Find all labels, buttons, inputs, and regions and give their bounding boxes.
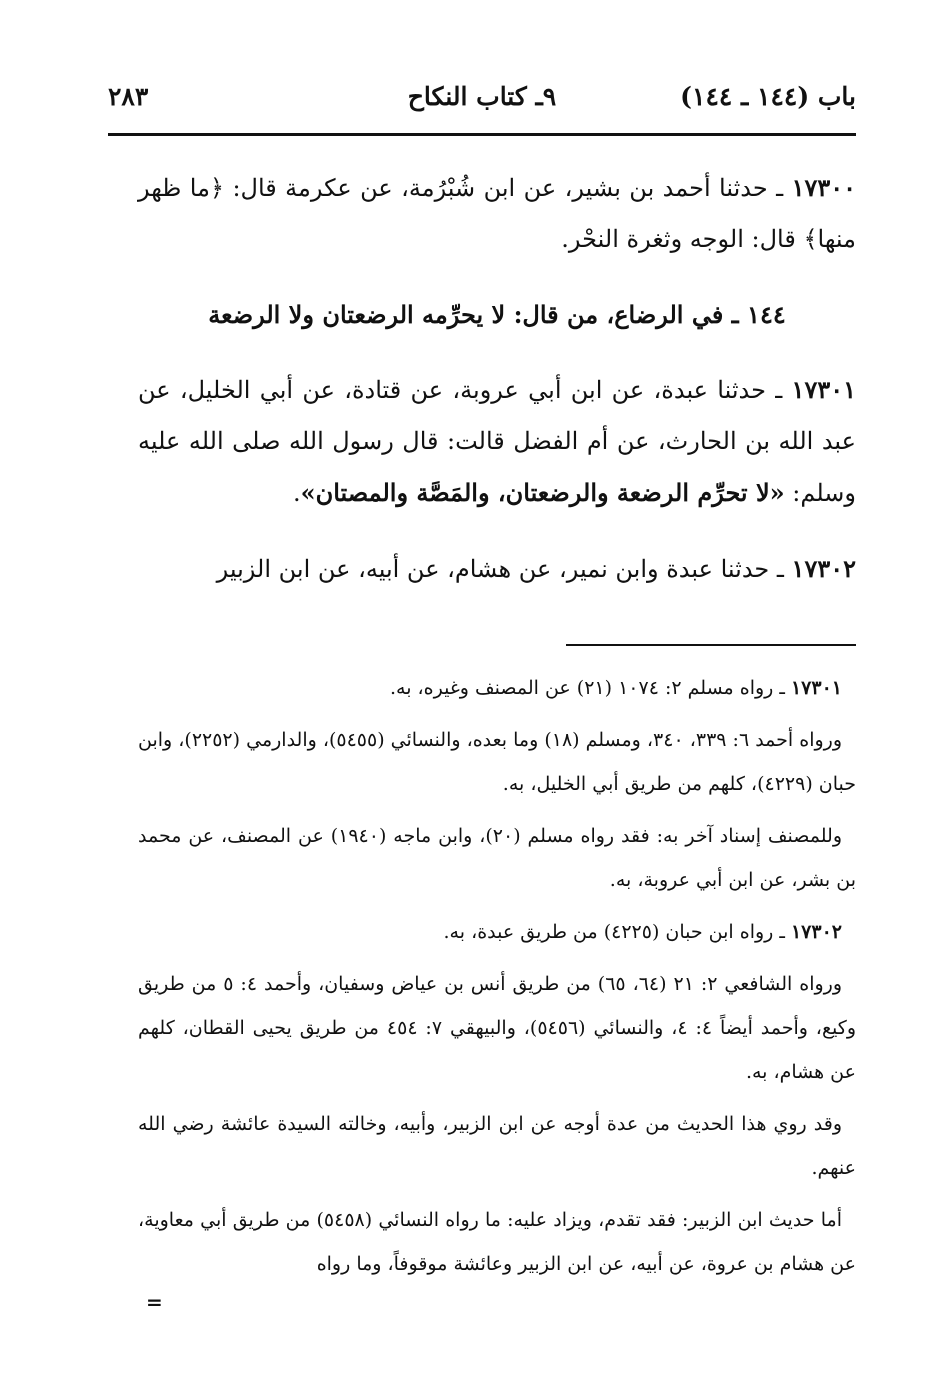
footnotes bbox=[138, 666, 856, 1286]
footnote bbox=[138, 718, 856, 806]
footnote-text: ـ رواه مسلم ٢: ١٠٧٤ (٢١) عن المصنف وغيره، به. bbox=[389, 677, 791, 699]
header-book-title: ٩ـ كتاب النكاح bbox=[407, 82, 557, 111]
footnote-text: وقد روي هذا الحديث من عدة أوجه عن ابن الزبير، وأبيه، وخالته السيدة عائشة رضي الله عنهم. bbox=[138, 1113, 856, 1179]
footnote bbox=[138, 814, 856, 902]
footnote-text: ـ رواه ابن حبان (٤٢٢٥) من طريق عبدة، به. bbox=[443, 921, 791, 943]
hadith-17302 bbox=[138, 543, 856, 595]
footnote bbox=[138, 1102, 856, 1190]
chapter-heading: ١٤٤ ـ في الرضاع، من قال: لا يحرِّمه الرضعتان ولا الرضعة bbox=[208, 300, 786, 329]
header-divider bbox=[108, 133, 856, 136]
footnote-text: ورواه أحمد ٦: ٣٣٩، ٣٤٠، ومسلم (١٨) وما بعده، والنسائي (٥٤٥٥)، والدارمي (٢٢٥٢)، وابن حبان (٤٢٢٩)، كلهم من طريق أبي الخليل، به. bbox=[138, 729, 856, 795]
hadith-text: ـ حدثنا عبدة وابن نمير، عن هشام، عن أبيه، عن ابن الزبير bbox=[216, 555, 792, 583]
hadith-text: . bbox=[292, 479, 301, 507]
footnote-text: وللمصنف إسناد آخر به: فقد رواه مسلم (٢٠)، وابن ماجه (١٩٤٠) عن المصنف، عن محمد بن بشر، عن ابن أبي عروبة، به. bbox=[138, 825, 856, 891]
running-header bbox=[108, 82, 856, 126]
hadith-17300 bbox=[138, 162, 856, 265]
prophetic-quote: «لا تحرِّم الرضعة والرضعتان، والمَصَّة والمصتان» bbox=[300, 478, 785, 507]
hadith-text: قال: الوجه وثغرة النحْر. bbox=[561, 225, 804, 253]
footnote-text: أما حديث ابن الزبير: فقد تقدم، ويزاد عليه: ما رواه النسائي (٥٤٥٨) من طريق أبي معاوية، عن هشام بن عروة، عن أبيه، عن ابن الزبير وعائشة موقوفاً، وما رواه bbox=[138, 1209, 856, 1275]
page-number: ٢٨٣ bbox=[108, 82, 149, 111]
hadith-number: ١٧٣٠٢ bbox=[791, 554, 856, 583]
hadith-number: ١٧٣٠٠ bbox=[791, 173, 857, 202]
footnote bbox=[138, 962, 856, 1094]
quran-quote: ﴿ما ظهر منها﴾ bbox=[138, 174, 856, 253]
continuation-mark: = bbox=[146, 1290, 163, 1314]
footnote bbox=[138, 910, 856, 954]
hadith-number: ١٧٣٠١ bbox=[791, 375, 856, 404]
footnote-text: ورواه الشافعي ٢: ٢١ (٦٤، ٦٥) من طريق أنس بن عياض وسفيان، وأحمد ٤: ٥ من طريق وكيع، وأحمد أيضاً ٤: ٤، والنسائي (٥٤٥٦)، والبيهقي ٧: ٤٥٤ من طريق يحيى القطان، كلهم عن هشام، به. bbox=[138, 973, 857, 1083]
hadith-17301 bbox=[138, 364, 856, 519]
main-text bbox=[138, 162, 856, 595]
footnote-number: ١٧٣٠١ bbox=[790, 677, 842, 699]
hadith-text: ـ حدثنا أحمد بن بشير، عن ابن شُبْرُمة، عن عكرمة قال: bbox=[224, 174, 792, 202]
footnote-number: ١٧٣٠٢ bbox=[790, 921, 842, 943]
header-chapter-range: باب (١٤٤ ـ ١٤٤) bbox=[680, 82, 856, 111]
footnote bbox=[138, 666, 856, 710]
footnote bbox=[138, 1198, 856, 1286]
footnote-divider bbox=[566, 644, 856, 646]
hadith-text: ـ حدثنا عبدة، عن ابن أبي عروبة، عن قتادة، عن أبي الخليل، عن عبد الله بن الحارث، عن أم الفضل قالت: قال رسول الله صلى الله عليه وسلم: bbox=[138, 376, 856, 507]
